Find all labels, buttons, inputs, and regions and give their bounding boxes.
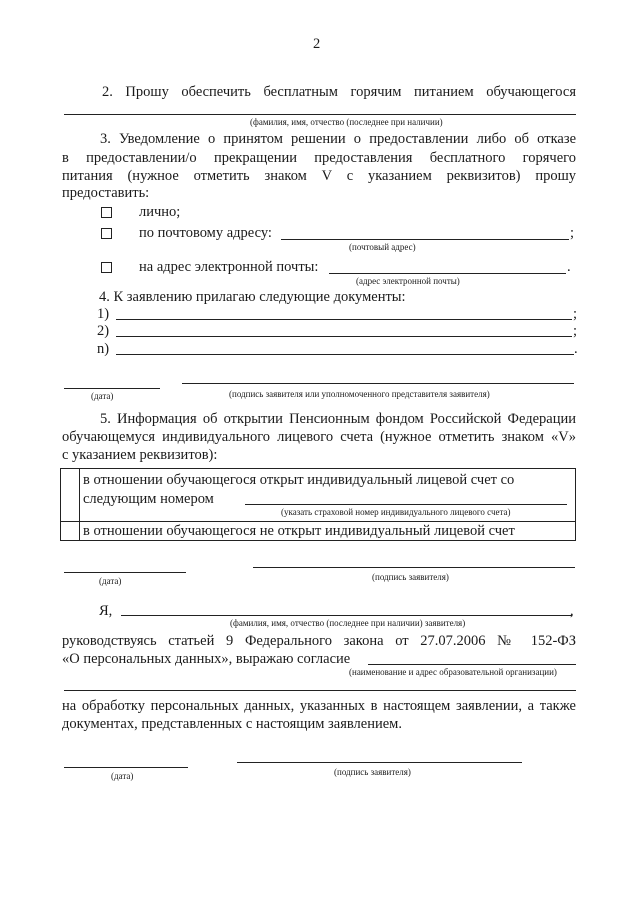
consent-org-caption: (наименование и адрес образовательной организации)	[349, 667, 557, 677]
doc-item-n-line[interactable]	[116, 354, 574, 355]
pension-opened-check-cell[interactable]	[61, 469, 80, 522]
sign1-date-caption: (дата)	[91, 391, 114, 401]
pension-not-opened-cell	[80, 522, 576, 541]
sign2-signature-caption: (подпись заявителя)	[372, 572, 449, 582]
item3-line2: в предоставлении/о прекращении предоставления бесплатного горячего	[62, 150, 576, 166]
doc-item-n-end: .	[574, 341, 578, 357]
checkbox-email[interactable]	[101, 262, 112, 273]
consent-name-caption: (фамилия, имя, отчество (последнее при наличии) заявителя)	[230, 618, 466, 628]
doc-item-n-label: n)	[97, 341, 110, 357]
consent-line4: документах, представленных с настоящим заявлением.	[62, 716, 402, 732]
page-number: 2	[313, 36, 321, 52]
sign3-date-line[interactable]	[64, 767, 188, 768]
doc-item-1-label: 1)	[97, 306, 110, 322]
doc-item-2-end: ;	[573, 323, 578, 339]
doc-item-1-end: ;	[573, 306, 578, 322]
item3-line4: предоставить:	[62, 185, 150, 201]
doc-item-1-line[interactable]	[116, 319, 572, 320]
pension-opened-cell	[80, 469, 576, 522]
consent-org-line[interactable]	[368, 664, 576, 665]
sign2-signature-line[interactable]	[253, 567, 575, 568]
caption-post: (почтовый адрес)	[349, 242, 416, 252]
pension-opened-line1: в отношении обучающегося открыт индивидуальный лицевой счет со	[83, 472, 515, 488]
snils-caption: (указать страховой номер индивидуального лицевого счета)	[281, 507, 511, 517]
consent-line3: на обработку персональных данных, указанных в настоящем заявлении, а также	[62, 698, 576, 714]
checkbox-personal[interactable]	[101, 207, 112, 218]
sign1-signature-caption: (подпись заявителя или уполномоченного представителя заявителя)	[229, 389, 490, 399]
pension-not-opened-text: в отношении обучающегося не открыт индивидуальный лицевой счет	[83, 523, 515, 539]
sign3-signature-caption: (подпись заявителя)	[334, 767, 411, 777]
item5-line2: обучающемуся индивидуального лицевого счета (нужное отметить знаком «V»	[62, 429, 576, 445]
consent-org-line-2[interactable]	[64, 690, 576, 691]
sign3-signature-line[interactable]	[237, 762, 522, 763]
snils-line[interactable]	[245, 504, 567, 505]
option-email-end: .	[567, 259, 571, 275]
item5-line1: 5. Информация об открытии Пенсионным фондом Российской Федерации	[100, 411, 576, 427]
option-post: по почтовому адресу:	[139, 225, 272, 241]
caption-email: (адрес электронной почты)	[356, 276, 460, 286]
doc-item-2-label: 2)	[97, 323, 110, 339]
option-email: на адрес электронной почты:	[139, 259, 319, 275]
option-post-end: ;	[570, 225, 575, 241]
option-personal: лично;	[139, 204, 181, 220]
post-address-line[interactable]	[281, 239, 569, 240]
consent-line1: руководствуясь статьей 9 Федерального закона от 27.07.2006 № 152-ФЗ	[62, 633, 576, 649]
consent-name-line[interactable]	[121, 615, 572, 616]
doc-item-2-line[interactable]	[116, 336, 572, 337]
pension-not-opened-check-cell[interactable]	[61, 522, 80, 541]
item5-line3: с указанием реквизитов):	[62, 447, 218, 463]
sign2-date-line[interactable]	[64, 572, 186, 573]
consent-ya-end: ,	[570, 603, 574, 619]
sign3-date-caption: (дата)	[111, 771, 134, 781]
item4-heading: 4. К заявлению прилагаю следующие документы:	[99, 289, 406, 305]
item2-caption: (фамилия, имя, отчество (последнее при наличии)	[250, 117, 443, 127]
consent-ya: Я,	[99, 603, 113, 619]
pension-account-table	[60, 468, 576, 541]
item2-name-line	[64, 114, 576, 115]
sign1-signature-line[interactable]	[182, 383, 574, 384]
pension-opened-line2: следующим номером	[83, 491, 214, 507]
item3-line3: питания (нужное отметить знаком V с указанием реквизитов) прошу	[62, 168, 576, 184]
item2-text: 2. Прошу обеспечить бесплатным горячим питанием обучающегося	[102, 84, 576, 100]
email-line[interactable]	[329, 273, 566, 274]
checkbox-post[interactable]	[101, 228, 112, 239]
sign2-date-caption: (дата)	[99, 576, 122, 586]
item3-line1: 3. Уведомление о принятом решении о предоставлении либо об отказе	[100, 131, 576, 147]
sign1-date-line[interactable]	[64, 388, 160, 389]
consent-line2: «О персональных данных», выражаю согласие	[62, 651, 351, 667]
